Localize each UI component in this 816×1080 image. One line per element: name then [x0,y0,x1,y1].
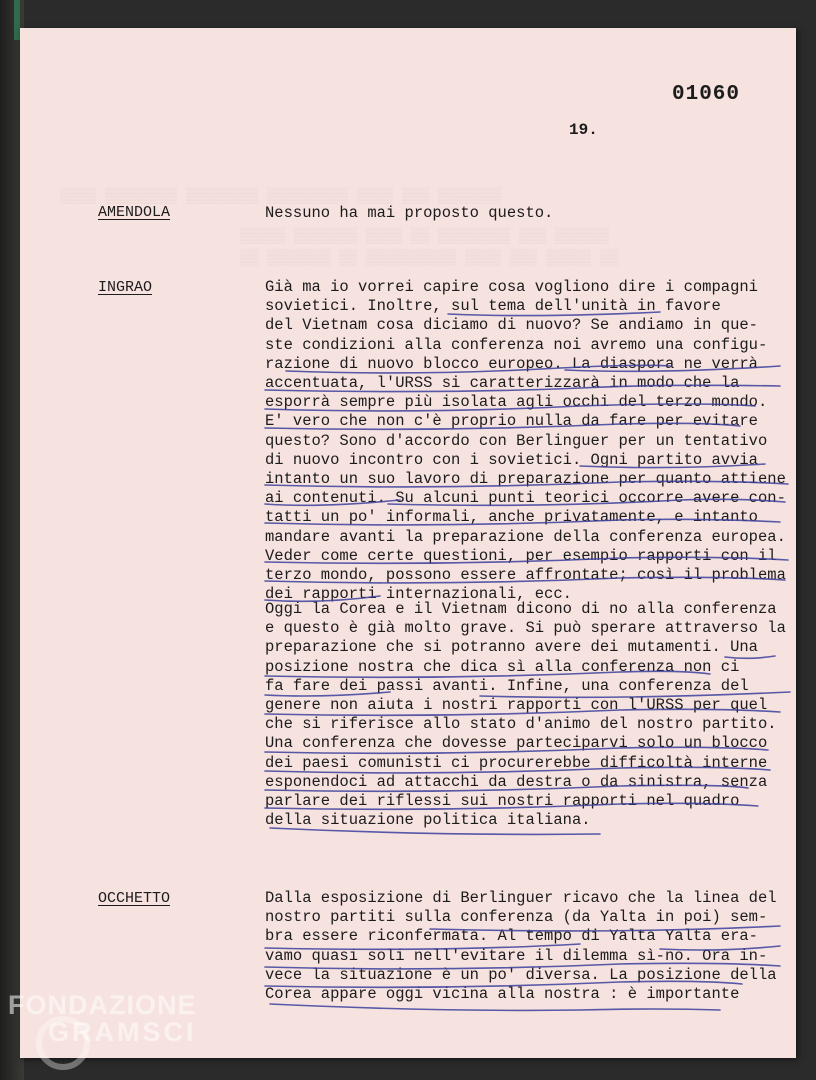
watermark-line-1: FONDAZIONE [8,990,197,1020]
bleed-through-texture: ▒▒▒▒▒ ▒▒▒▒▒▒▒ ▒▒▒▒ ▒▒ ▒▒▒▒▒▒▒▒ ▒▒▒ ▒▒▒▒▒▒ [240,228,610,245]
watermark-line-2: GRAMSCI [48,1017,197,1047]
document-page [20,28,796,1058]
speaker-amendola: AMENDOLA [98,204,171,221]
bleed-through-texture: ▒▒▒▒ ▒▒▒▒▒▒▒▒ ▒▒▒▒▒▒▒▒ ▒▒▒▒▒▒▒▒▒ ▒▒▒▒ ▒▒▒ ▒▒▒▒▒▒▒ [60,188,502,205]
occhetto-statement: Dalla esposizione di Berlinguer ricavo che la linea del nostro partiti sulla conferenza (da Yalta in poi) sem- bra essere riconfermata. Al tempo di Yalta Yalta era- vamo quasi soli nell'evitare il dilemma sì-no. Ora in- vece la situazione è un po' diversa. La posizione della Corea appare oggi vicina alla nostra : è importante [265,889,777,1004]
fondazione-gramsci-watermark [8,990,197,1048]
ingrao-paragraph-1: Già ma io vorrei capire cosa vogliono dire i compagni sovietici. Inoltre, sul tema dell'unità in favore del Vietnam cosa diciamo di nuovo? Se andiamo in que- ste condizioni alla conferenza noi avremo una configu- razione di nuovo blocco europeo. La diaspora ne verrà accentuata, l'URSS si caratterizzarà in modo che la esporrà sempre più isolata agli occhi del terzo mondo. E' vero che non c'è proprio nulla da fare per evitare questo? Sono d'accordo con Berlinguer per un tentativo di nuovo incontro con i sovietici. Ogni partito avvia intanto un suo lavoro di preparazione per quanto attiene ai contenuti. Su alcuni punti teorici occorre avere con- tatti un po' informali, anche privatamente, e intanto mandare avanti la preparazione della conferenza europea. Veder come certe questioni, per esempio rapporti con il terzo mondo, possono essere affrontate; così il problema dei rapporti internazionali, ecc. [265,278,786,604]
bleed-through-texture: ▒▒ ▒▒▒▒▒▒▒ ▒▒ ▒▒▒▒▒▒▒▒▒▒ ▒▒▒▒ ▒▒▒ ▒▒▒▒▒ ▒▒ [240,250,619,267]
archive-number: 01060 [672,83,741,106]
ingrao-paragraph-2: Oggi la Corea e il Vietnam dicono di no alla conferenza e questo è già molto grave. Si può sperare attraverso la preparazione che si potranno avere dei mutamenti. Una posizione nostra che dica sì alla conferenza non ci fa fare dei passi avanti. Infine, una conferenza del genere non aiuta i nostri rapporti con l'URSS per quel che si riferisce allo stato d'animo del nostro partito. Una conferenza che dovesse parteciparvi solo un blocco dei paesi comunisti ci procurerebbe difficoltà interne esponendoci ad attacchi da destra o da sinistra, senza parlare dei riflessi sui nostri rapporti nel quadro della situazione politica italiana. [265,600,786,830]
amendola-statement: Nessuno ha mai proposto questo. [265,204,554,222]
speaker-ingrao: INGRAO [98,279,153,296]
speaker-occhetto: OCCHETTO [98,890,171,907]
gramsci-logo-ring-icon [36,1016,90,1070]
page-number: 19. [569,121,598,139]
